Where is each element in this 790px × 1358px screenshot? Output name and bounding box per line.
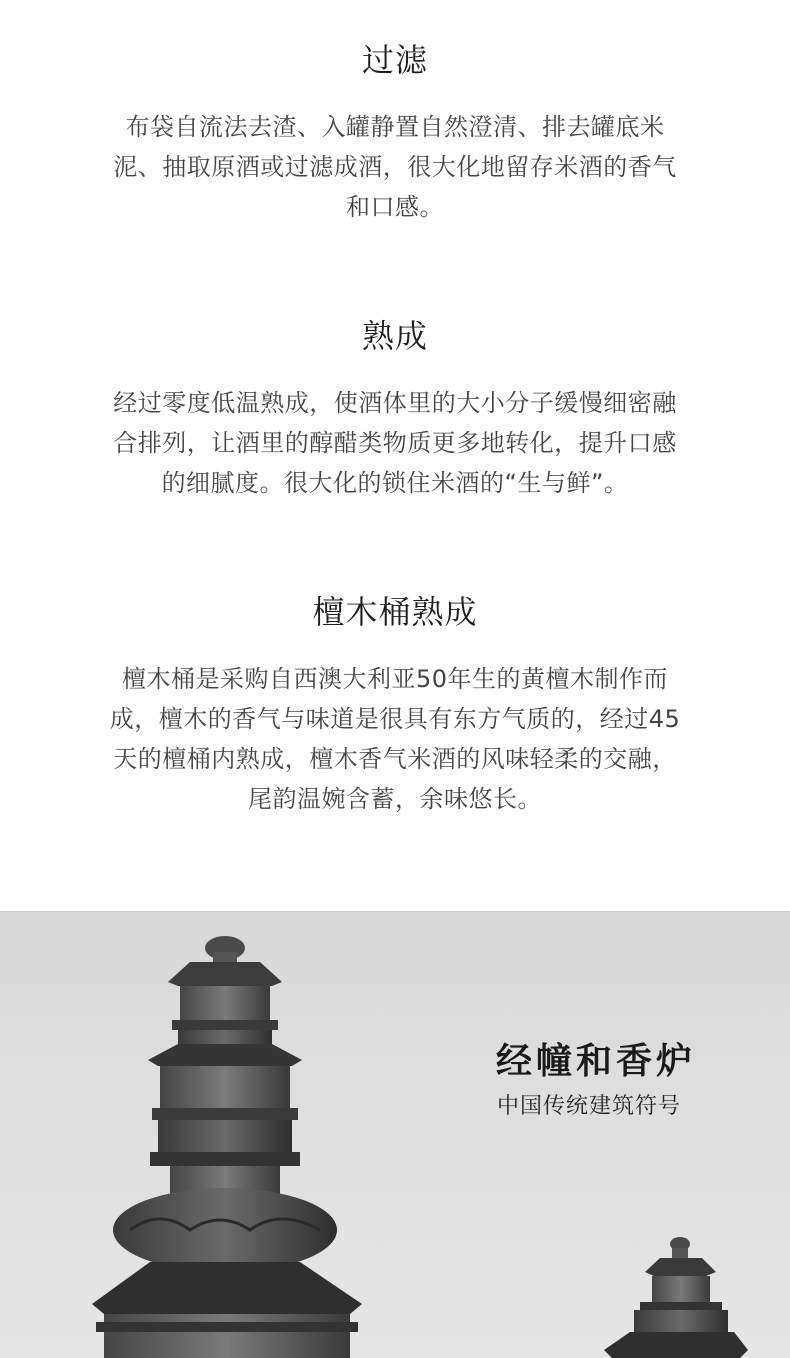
section-body — [95, 107, 695, 227]
body-line: 的细腻度。很大化的锁住米酒的“生与鲜”。 — [161, 469, 629, 497]
body-line: 尾韵温婉含蓄，余味悠长。 — [248, 785, 542, 813]
section-filtering — [0, 40, 790, 227]
banner-pagoda — [0, 911, 790, 1358]
body-line: 泥、抽取原酒或过滤成酒，很大化地留存米酒的香气 — [113, 153, 677, 181]
section-body — [95, 383, 695, 503]
large-pagoda-shape — [92, 936, 362, 1358]
section-title: 熟成 — [361, 317, 428, 355]
body-line: 和口感。 — [346, 193, 444, 221]
section-body — [95, 659, 695, 819]
body-line: 合排列，让酒里的醇醋类物质更多地转化，提升口感 — [113, 429, 677, 457]
body-line: 经过零度低温熟成，使酒体里的大小分子缓慢细密融 — [113, 389, 677, 417]
body-line: 成，檀木的香气与味道是很具有东方气质的，经过45 — [109, 705, 681, 733]
section-aging — [0, 316, 790, 503]
banner-subtitle: 中国传统建筑符号 — [497, 1094, 682, 1119]
section-cask-aging — [0, 592, 790, 819]
small-pagoda-shape — [604, 1237, 748, 1358]
body-line: 天的檀桶内熟成，檀木香气米酒的风味轻柔的交融， — [113, 745, 677, 773]
banner-title: 经幢和香炉 — [496, 1040, 697, 1082]
body-line: 檀木桶是采购自西澳大利亚50年生的黄檀木制作而 — [121, 665, 669, 693]
section-title: 檀木桶熟成 — [312, 593, 478, 631]
body-line: 布袋自流法去渣、入罐静置自然澄清、排去罐底米 — [125, 113, 665, 141]
pagoda-illustration — [0, 912, 790, 1358]
section-title: 过滤 — [361, 41, 428, 79]
